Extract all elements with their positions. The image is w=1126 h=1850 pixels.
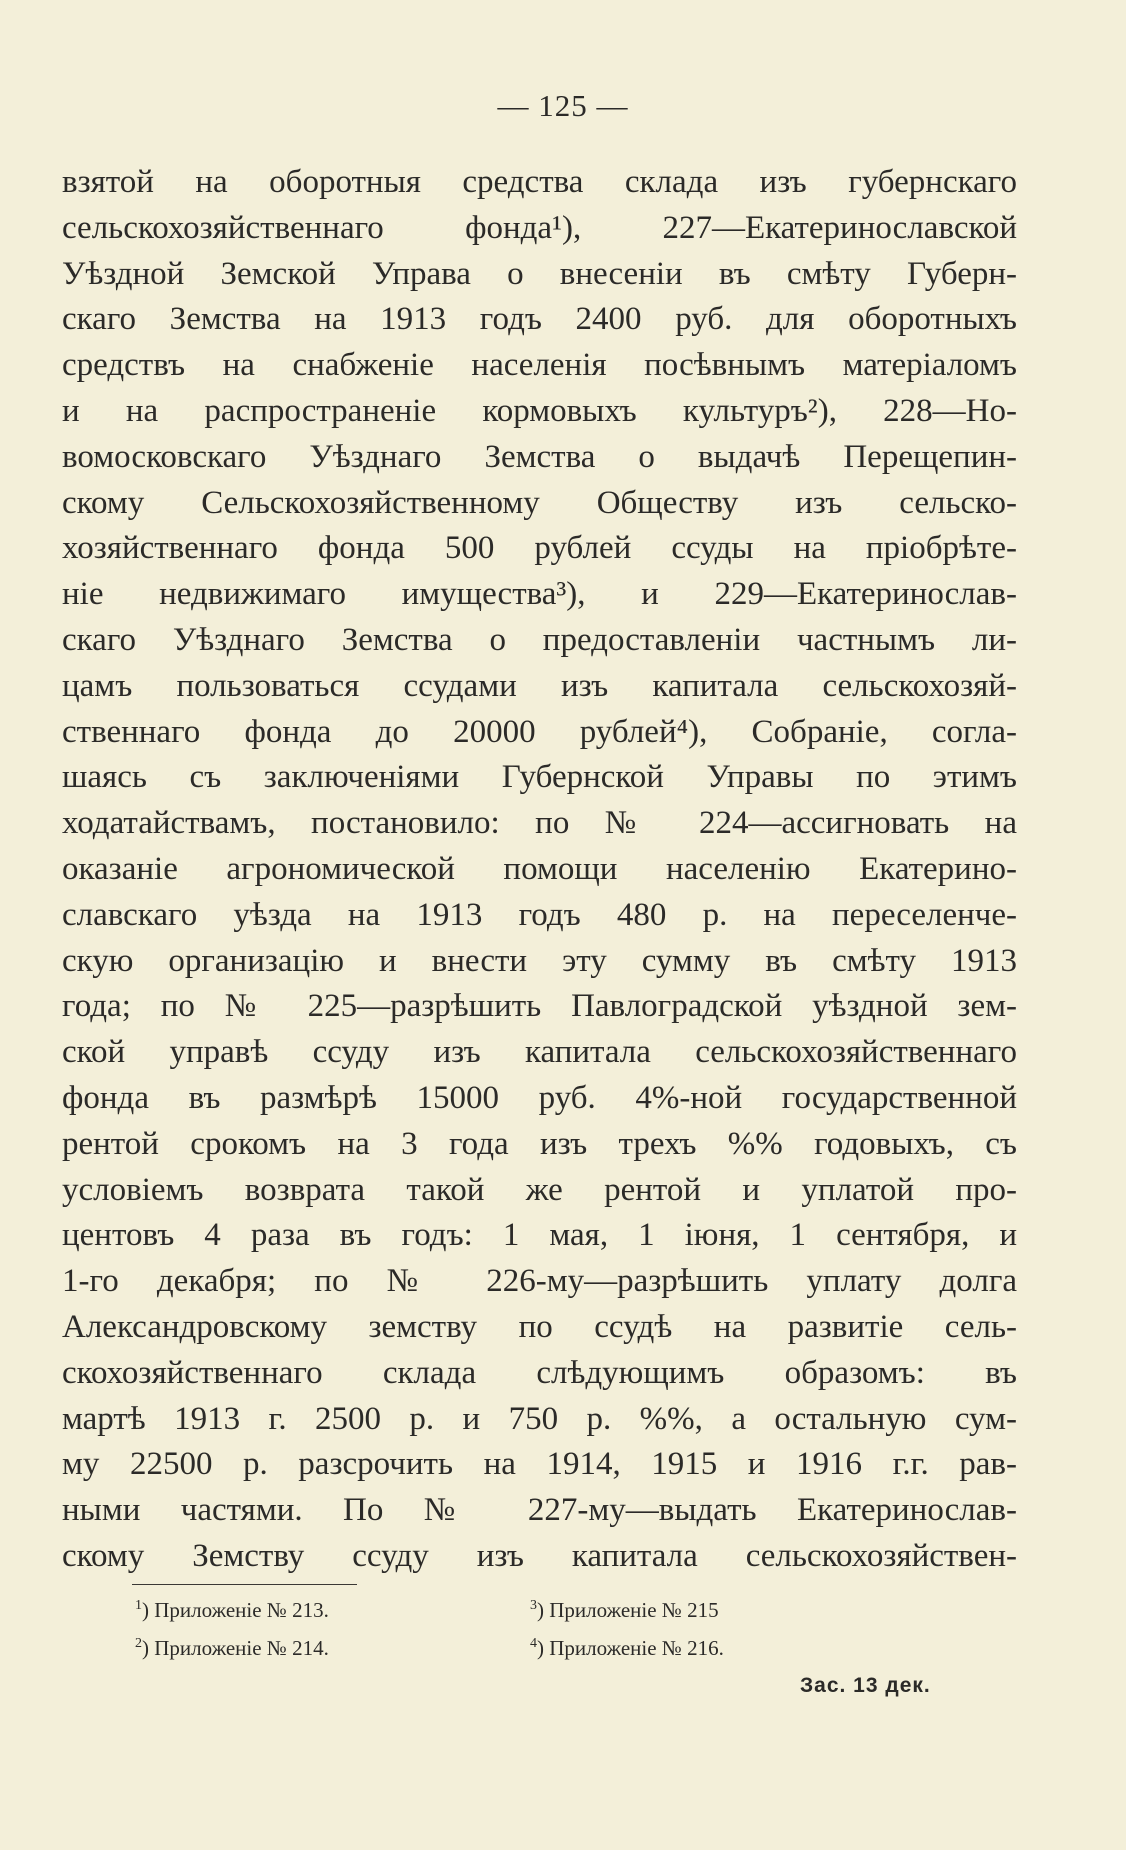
- text-line: хозяйственнаго фонда 500 рублей ссуды на пріобрѣте-: [62, 530, 1017, 567]
- text-line: славскаго уѣзда на 1913 годъ 480 р. на переселенче-: [62, 896, 1017, 933]
- session-mark: Зас. 13 дек.: [800, 1674, 931, 1697]
- text-line: цамъ пользоваться ссудами изъ капитала сельскохозяй-: [62, 667, 1017, 704]
- footnote-2: $^2$) Приложеніе № 214.: [135, 1636, 329, 1660]
- text-line: ніе недвижимаго имущества³), и 229—Екатеринослав-: [62, 576, 1017, 613]
- text-line: Александровскому земству по ссудѣ на развитіе сель-: [62, 1308, 1017, 1345]
- text-line: Уѣздной Земской Управа о внесеніи въ смѣту Губерн-: [62, 255, 1017, 292]
- text-line: скаго Земства на 1913 годъ 2400 руб. для оборотныхъ: [62, 301, 1017, 338]
- text-line: скаго Уѣзднаго Земства о предоставленіи частнымъ ли-: [62, 621, 1017, 658]
- body-text: [62, 160, 1017, 1580]
- text-line: скому Сельскохозяйственному Обществу изъ сельско-: [62, 484, 1017, 521]
- text-line: оказаніе агрономической помощи населенію Екатерино-: [62, 850, 1017, 887]
- text-line: скую организацію и внести эту сумму въ смѣту 1913: [62, 942, 1017, 979]
- text-line: мартѣ 1913 г. 2500 р. и 750 р. %%, а остальную сум-: [62, 1400, 1017, 1437]
- text-line: скому Земству ссуду изъ капитала сельскохозяйствен-: [62, 1537, 1017, 1574]
- text-line: центовъ 4 раза въ годъ: 1 мая, 1 іюня, 1 сентября, и: [62, 1217, 1017, 1254]
- footnote-divider: [132, 1584, 357, 1585]
- text-line: взятой на оборотныя средства склада изъ губернскаго: [62, 164, 1017, 200]
- text-line: сельскохозяйственнаго фонда¹), 227—Екатеринославской: [62, 209, 1017, 246]
- footnote-3: $^3$) Приложеніе № 215: [530, 1598, 719, 1622]
- text-line: 1-го декабря; по № 226-му—разрѣшить уплату долга: [62, 1263, 1017, 1300]
- text-line: ными частями. По № 227-му—выдать Екатеринослав-: [62, 1492, 1017, 1529]
- text-line: ской управѣ ссуду изъ капитала сельскохозяйственнаго: [62, 1034, 1017, 1071]
- text-line: средствъ на снабженіе населенія посѣвнымъ матеріаломъ: [62, 347, 1017, 384]
- text-line: фонда въ размѣрѣ 15000 руб. 4%-ной государственной: [62, 1079, 1017, 1116]
- text-line: условіемъ возврата такой же рентой и уплатой про-: [62, 1171, 1017, 1208]
- text-line: шаясь съ заключеніями Губернской Управы по этимъ: [62, 759, 1017, 796]
- page-number: — 125 —: [497, 88, 629, 123]
- text-line: вомосковскаго Уѣзднаго Земства о выдачѣ Перещепин-: [62, 438, 1017, 475]
- text-line: рентой срокомъ на 3 года изъ трехъ %% годовыхъ, съ: [62, 1125, 1017, 1162]
- text-line: ственнаго фонда до 20000 рублей⁴), Собраніе, согла-: [62, 713, 1017, 750]
- text-line: и на распространеніе кормовыхъ культуръ²), 228—Но-: [62, 392, 1017, 429]
- footnote-4: $^4$) Приложеніе № 216.: [530, 1636, 724, 1660]
- text-line: года; по № 225—разрѣшить Павлоградской уѣздной зем-: [62, 988, 1017, 1025]
- text-line: ходатайствамъ, постановило: по № 224—ассигновать на: [62, 805, 1017, 842]
- text-line: скохозяйственнаго склада слѣдующимъ образомъ: въ: [62, 1354, 1017, 1391]
- footnote-1: $^1$) Приложеніе № 213.: [135, 1598, 329, 1622]
- text-line: му 22500 р. разсрочить на 1914, 1915 и 1916 г.г. рав-: [62, 1446, 1017, 1483]
